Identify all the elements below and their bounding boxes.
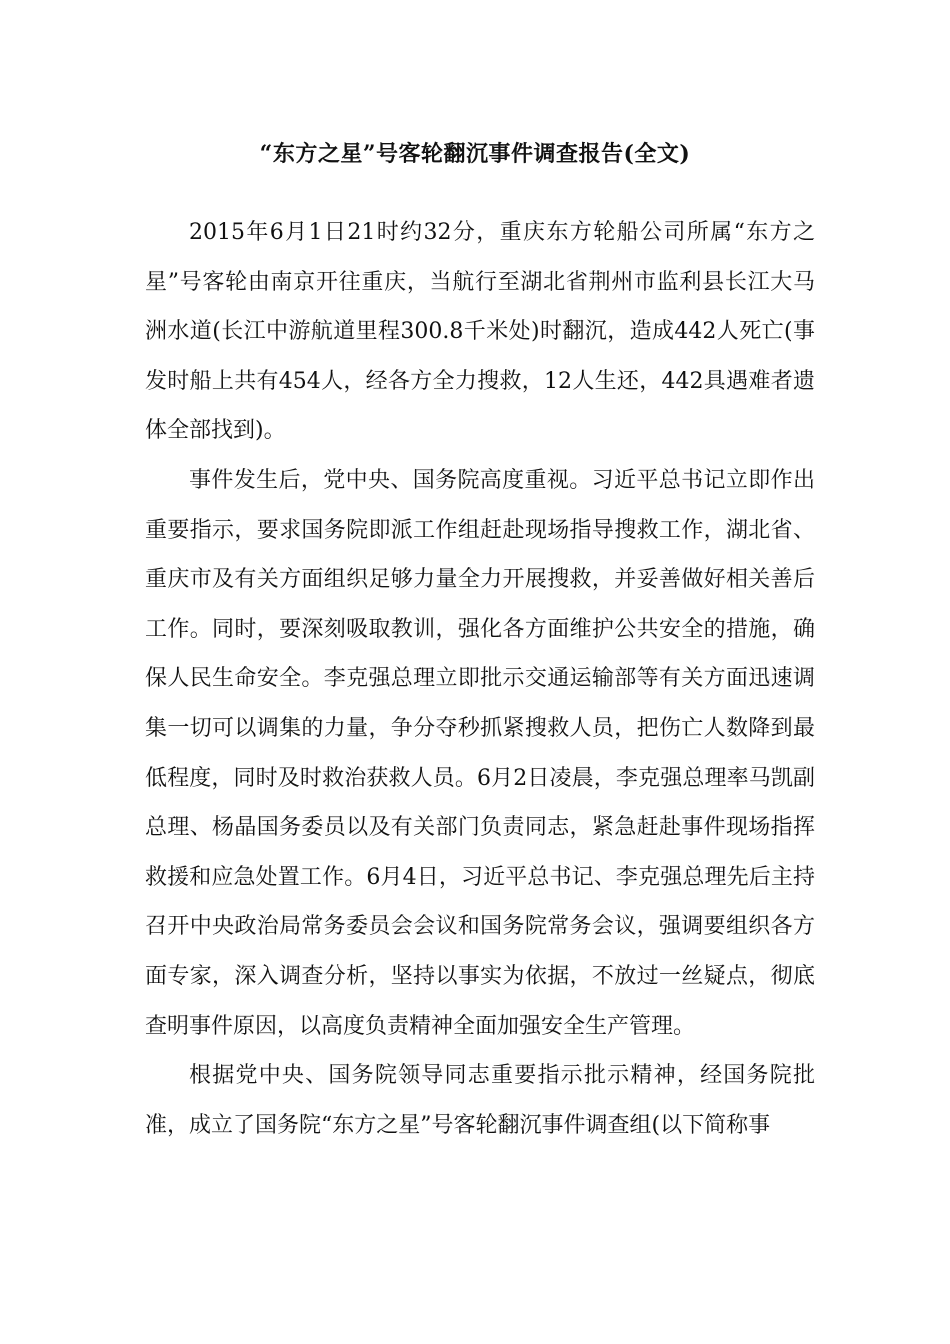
paragraph-2: 事件发生后，党中央、国务院高度重视。习近平总书记立即作出重要指示，要求国务院即派工作组赶赴现场指导搜救工作，湖北省、重庆市及有关方面组织足够力量全力开展搜救，并妥善做好相关善后工作。同时，要深刻吸取教训，强化各方面维护公共安全的措施，确保人民生命安全。李克强总理立即批示交通运输部等有关方面迅速调集一切可以调集的力量，争分夺秒抓紧搜救人员，把伤亡人数降到最低程度，同时及时救治获救人员。6月2日凌晨，李克强总理率马凯副总理、杨晶国务委员以及有关部门负责同志，紧急赶赴事件现场指挥救援和应急处置工作。6月4日，习近平总书记、李克强总理先后主持召开中央政治局常务委员会会议和国务院常务会议，强调要组织各方面专家，深入调查分析，坚持以事实为依据，不放过一丝疑点，彻底查明事件原因，以高度负责精神全面加强安全生产管理。 — [145, 467, 815, 1039]
document-body — [145, 208, 815, 1150]
paragraph-1: 2015年6月1日21时约32分，重庆东方轮船公司所属“东方之星”号客轮由南京开往重庆，当航行至湖北省荆州市监利县长江大马洲水道(长江中游航道里程300.8千米处)时翻沉，造成442人死亡(事发时船上共有454人，经各方全力搜救，12人生还，442具遇难者遗体全部找到)。 — [145, 220, 815, 444]
document-title: “东方之星”号客轮翻沉事件调查报告(全文) — [259, 141, 691, 167]
paragraph-3: 根据党中央、国务院领导同志重要指示批示精神，经国务院批准，成立了国务院“东方之星”号客轮翻沉事件调查组(以下简称事 — [145, 1063, 815, 1138]
